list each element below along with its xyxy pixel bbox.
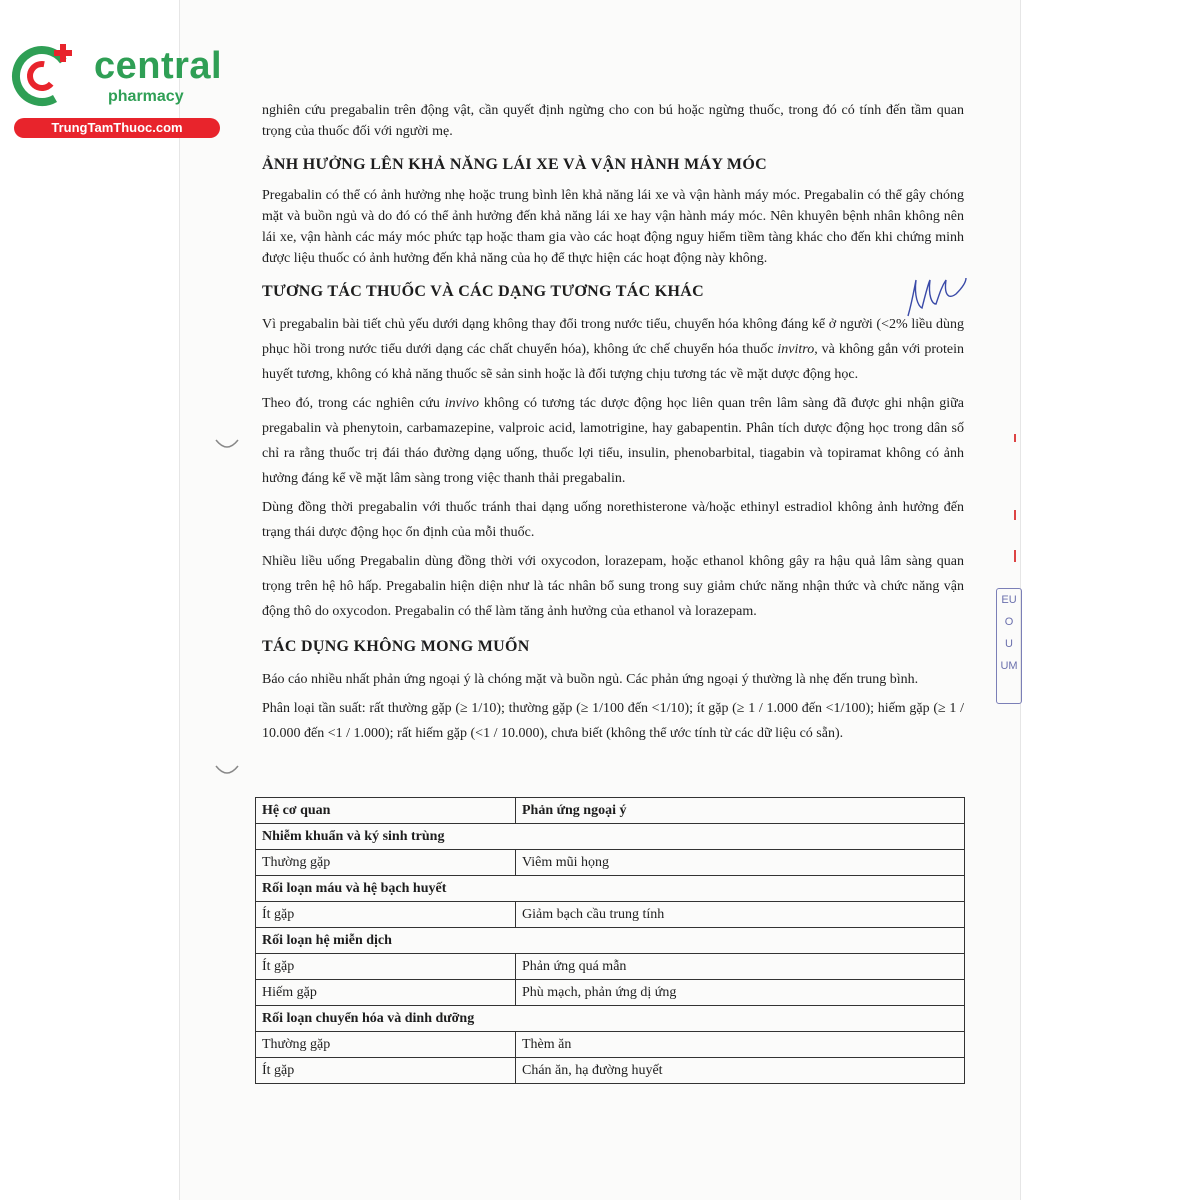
text-span: Theo đó, trong các nghiên cứu bbox=[262, 396, 445, 411]
interactions-paragraph-4: Nhiều liều uống Pregabalin dùng đồng thời với oxycodon, lorazepam, hoặc ethanol không gây ra hậu quả lâm sàng quan trọng trên hệ hô hấp. Pregabalin hiện diện như là tác nhân bổ sung trong suy giảm chức năng nhận thức và chức năng vận động thô do oxycodon. Pregabalin có thể làm tăng ảnh hưởng của ethanol và lorazepam. bbox=[262, 554, 964, 619]
brand-url-badge[interactable]: TrungTamThuoc.com bbox=[14, 118, 220, 138]
adverse-reactions-table bbox=[255, 797, 965, 1084]
reaction-cell: Phản ứng quá mẫn bbox=[516, 954, 965, 980]
stamp-text: EU bbox=[1001, 594, 1017, 606]
interactions-paragraph-2 bbox=[262, 391, 964, 491]
driving-paragraph: Pregabalin có thể có ảnh hưởng nhẹ hoặc trung bình lên khả năng lái xe và vận hành máy móc. Pregabalin có thể gây chóng mặt và buồn ngủ và do đó có thể ảnh hưởng đến khả năng lái xe hay vận hành máy móc. Nên khuyên bệnh nhân không nên lái xe, vận hành các máy móc phức tạp hoặc tham gia vào các hoạt động nguy hiểm tiềm tàng khác cho đến khi chứng minh được liệu thuốc có ảnh hưởng đến khả năng của họ để thực hiện các hoạt động này không. bbox=[262, 188, 964, 266]
table-group-cell: Rối loạn hệ miễn dịch bbox=[256, 928, 965, 954]
heading-driving: ẢNH HƯỞNG LÊN KHẢ NĂNG LÁI XE VÀ VẬN HÀNH MÁY MÓC bbox=[262, 156, 767, 173]
text-span: Vì pregabalin bài tiết chủ yếu dưới dạng không thay đổi trong nước tiểu, chuyển hóa không đáng kể ở người (<2% liều dùng phục hồi trong nước tiểu dưới dạng các chất chuyển hóa), không ức chế chuyển hóa thuốc bbox=[262, 317, 964, 357]
frequency-cell: Ít gặp bbox=[256, 954, 516, 980]
punch-hole-mark bbox=[214, 438, 240, 452]
text-span: không có tương tác dược động học liên quan trên lâm sàng đã được ghi nhận giữa pregabalin và phenytoin, carbamazepine, valproic acid, lamotrigine, hay gabapentin. Phân tích dược động học trong dân số chỉ ra rằng thuốc trị đái tháo đường dạng uống, thuốc lợi tiểu, insulin, phenobarbital, tiagabin và topiramat không có ảnh hưởng đáng kể về mặt lâm sàng trong việc thanh thải pregabalin. bbox=[262, 396, 964, 486]
reaction-cell: Thèm ăn bbox=[516, 1032, 965, 1058]
stamp-text: UM bbox=[1000, 660, 1018, 672]
table-group-row bbox=[256, 928, 965, 954]
text-span: , và không gắn với protein huyết tương, không có khả năng thuốc sẽ sản sinh hoặc là đối tượng chịu tương tác về mặt dược động học. bbox=[262, 342, 964, 382]
reaction-cell: Giảm bạch cầu trung tính bbox=[516, 902, 965, 928]
table-header-row bbox=[256, 798, 965, 824]
adverse-paragraph-2: Phân loại tần suất: rất thường gặp (≥ 1/10); thường gặp (≥ 1/100 đến <1/10); ít gặp (≥ 1 / 1.000 đến <1/100); hiếm gặp (≥ 1 / 10.000 đến <1 / 1.000); rất hiếm gặp (<1 / 10.000), chưa biết (không thể ước tính từ các dữ liệu có sẵn). bbox=[262, 701, 964, 741]
table-header-cell: Hệ cơ quan bbox=[256, 798, 516, 824]
table-row bbox=[256, 902, 965, 928]
table-group-row bbox=[256, 876, 965, 902]
stamp-text: O bbox=[1004, 616, 1014, 628]
pharmacy-logo-icon bbox=[10, 40, 78, 108]
table-row bbox=[256, 954, 965, 980]
table-row bbox=[256, 1058, 965, 1084]
table-group-cell: Rối loạn máu và hệ bạch huyết bbox=[256, 876, 965, 902]
italic-term: invivo bbox=[444, 396, 479, 411]
brand-subtitle: pharmacy bbox=[108, 88, 184, 105]
stamp-fragment bbox=[996, 588, 1022, 704]
frequency-cell: Ít gặp bbox=[256, 1058, 516, 1084]
punch-hole-mark bbox=[214, 764, 240, 778]
interactions-paragraph-1 bbox=[262, 312, 964, 387]
table-row bbox=[256, 850, 965, 876]
reaction-cell: Viêm mũi họng bbox=[516, 850, 965, 876]
adverse-paragraph-1: Báo cáo nhiều nhất phản ứng ngoại ý là chóng mặt và buồn ngủ. Các phản ứng ngoại ý thường là nhẹ đến trung bình. bbox=[262, 672, 919, 687]
reaction-cell: Chán ăn, hạ đường huyết bbox=[516, 1058, 965, 1084]
table-group-row bbox=[256, 824, 965, 850]
frequency-cell: Thường gặp bbox=[256, 850, 516, 876]
table-group-row bbox=[256, 1006, 965, 1032]
italic-term: invitro bbox=[777, 342, 815, 357]
table-group-cell: Rối loạn chuyển hóa và dinh dưỡng bbox=[256, 1006, 965, 1032]
stamp-text: U bbox=[1005, 638, 1013, 650]
table-header-cell: Phản ứng ngoại ý bbox=[516, 798, 965, 824]
heading-adverse: TÁC DỤNG KHÔNG MONG MUỐN bbox=[262, 638, 530, 655]
heading-interactions: TƯƠNG TÁC THUỐC VÀ CÁC DẠNG TƯƠNG TÁC KHÁC bbox=[262, 283, 704, 300]
table-row bbox=[256, 980, 965, 1006]
red-edge-marks bbox=[1010, 430, 1018, 580]
table-row bbox=[256, 1032, 965, 1058]
frequency-cell: Hiếm gặp bbox=[256, 980, 516, 1006]
table-group-cell: Nhiễm khuẩn và ký sinh trùng bbox=[256, 824, 965, 850]
interactions-paragraph-3: Dùng đồng thời pregabalin với thuốc tránh thai dạng uống norethisterone và/hoặc ethinyl estradiol không ảnh hưởng đến trạng thái dược động học ổn định của mỗi thuốc. bbox=[262, 500, 964, 540]
frequency-cell: Ít gặp bbox=[256, 902, 516, 928]
intro-paragraph: nghiên cứu pregabalin trên động vật, cần quyết định ngừng cho con bú hoặc ngừng thuốc, trong đó có tính đến tầm quan trọng của thuốc đối với người mẹ. bbox=[262, 103, 964, 139]
central-pharmacy-logo[interactable] bbox=[10, 38, 223, 138]
reaction-cell: Phù mạch, phản ứng dị ứng bbox=[516, 980, 965, 1006]
document-content bbox=[262, 100, 964, 750]
brand-name: central bbox=[94, 45, 223, 87]
frequency-cell: Thường gặp bbox=[256, 1032, 516, 1058]
